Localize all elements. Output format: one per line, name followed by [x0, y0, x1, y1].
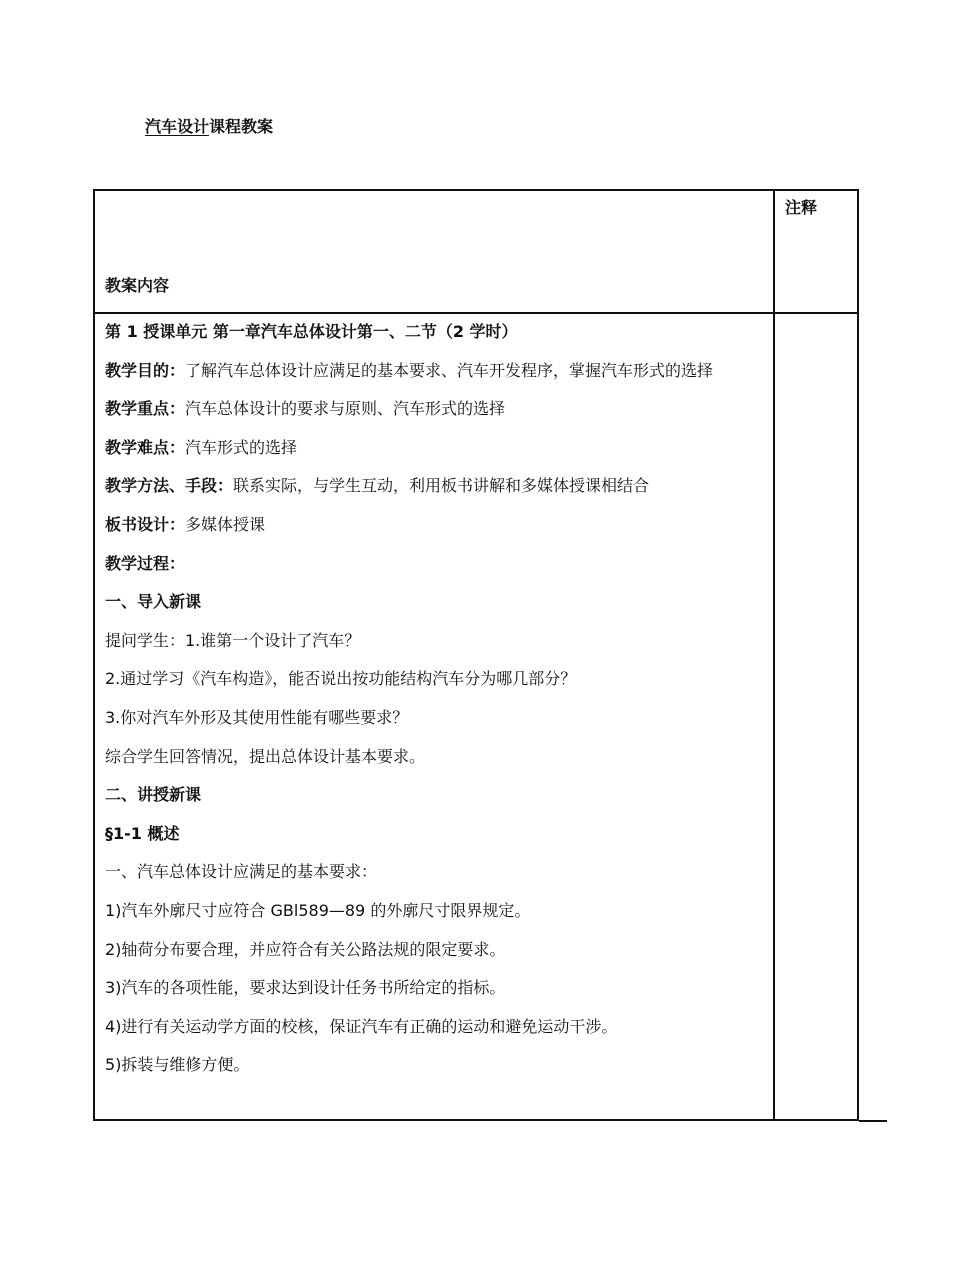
methods-label: 教学方法、手段：	[105, 476, 234, 496]
objective-label: 教学目的：	[105, 360, 186, 380]
board-design-line	[105, 513, 763, 537]
table-header-row	[94, 190, 858, 313]
methods-line	[105, 474, 763, 498]
subsection-heading: §1-1 概述	[105, 823, 180, 843]
key-points-line	[105, 397, 763, 421]
difficulties-line	[105, 436, 763, 460]
question-2: 2.通过学习《汽车构造》，能否说出按功能结构汽车分为哪几部分？	[105, 669, 577, 689]
table-border-extension	[859, 1120, 887, 1122]
requirements-heading: 一、汽车总体设计应满足的基本要求：	[105, 862, 378, 882]
header-content-label: 教案内容	[105, 276, 170, 295]
header-note-cell	[774, 190, 858, 313]
objective-text: 了解汽车总体设计应满足的基本要求、汽车开发程序，掌握汽车形式的选择	[185, 360, 714, 380]
requirement-item: 1)汽车外廓尺寸应符合 GBl589—89 的外廓尺寸限界规定。	[105, 900, 531, 920]
methods-text: 联系实际，与学生互动，利用板书讲解和多媒体授课相结合	[233, 476, 650, 496]
board-design-text: 多媒体授课	[185, 514, 266, 534]
section-intro-heading: 一、导入新课	[105, 592, 202, 612]
summary-text: 综合学生回答情况，提出总体设计基本要求。	[105, 746, 426, 766]
requirement-item: 2)轴荷分布要合理，并应符合有关公路法规的限定要求。	[105, 939, 506, 959]
title-rest: 课程教案	[209, 117, 274, 136]
note-cell	[774, 313, 858, 1120]
lesson-plan-table	[93, 189, 859, 1121]
key-points-label: 教学重点：	[105, 399, 186, 419]
key-points-text: 汽车总体设计的要求与原则、汽车形式的选择	[185, 399, 506, 419]
unit-title: 第 1 授课单元 第一章汽车总体设计第一、二节（2 学时）	[105, 322, 518, 341]
header-content-cell	[94, 190, 774, 313]
title-underlined-part: 汽车设计	[145, 117, 210, 136]
difficulties-text: 汽车形式的选择	[185, 437, 298, 457]
content-cell	[94, 313, 774, 1120]
document-title	[145, 116, 273, 138]
difficulties-label: 教学难点：	[105, 437, 186, 457]
requirement-item: 3)汽车的各项性能，要求达到设计任务书所给定的指标。	[105, 978, 506, 998]
requirement-item: 4)进行有关运动学方面的校核，保证汽车有正确的运动和避免运动干涉。	[105, 1016, 618, 1036]
process-label: 教学过程：	[105, 553, 186, 573]
section-new-heading: 二、讲授新课	[105, 785, 202, 805]
question-1: 提问学生：1.谁第一个设计了汽车？	[105, 630, 361, 650]
board-design-label: 板书设计：	[105, 514, 186, 534]
table-body-row	[94, 313, 858, 1120]
requirement-item: 5)拆装与维修方便。	[105, 1055, 250, 1075]
header-note-label: 注释	[785, 198, 818, 217]
objective-line	[105, 359, 763, 383]
question-3: 3.你对汽车外形及其使用性能有哪些要求？	[105, 707, 409, 727]
